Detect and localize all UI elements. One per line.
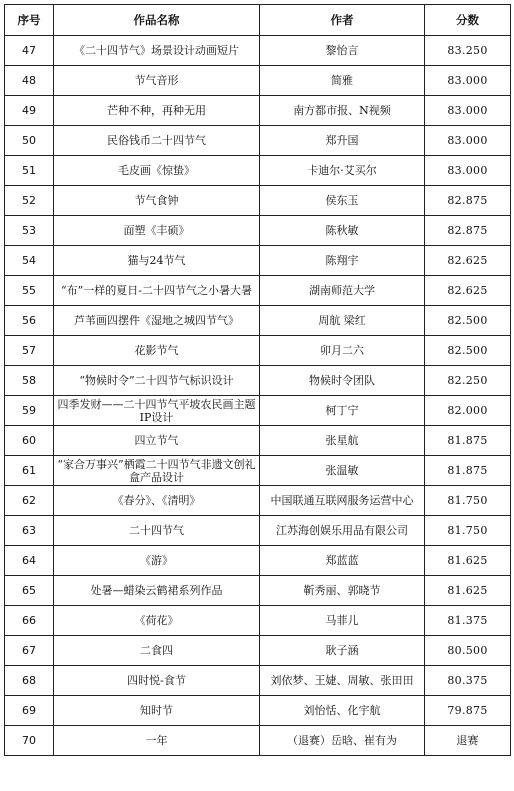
work-title: 《春分》、《清明》 [54,486,260,516]
table-row [5,66,511,96]
work-title: 《游》 [54,546,260,576]
author-name: 物候时令团队 [260,366,425,396]
row-number: 55 [5,276,54,306]
row-number: 65 [5,576,54,606]
header-number: 序号 [5,5,54,36]
table-header [5,5,511,36]
row-number: 52 [5,186,54,216]
work-title: 四立节气 [54,426,260,456]
table-row [5,366,511,396]
row-number: 48 [5,66,54,96]
score-value: 81.375 [425,606,511,636]
table-row [5,246,511,276]
author-name: 湖南师范大学 [260,276,425,306]
table-row [5,396,511,426]
row-number: 70 [5,726,54,756]
work-title: 花影节气 [54,336,260,366]
author-name: （退赛）岳晗、崔有为 [260,726,425,756]
row-number: 61 [5,456,54,486]
table-row [5,126,511,156]
author-name: 耿子涵 [260,636,425,666]
table-row [5,696,511,726]
row-number: 50 [5,126,54,156]
score-value: 83.000 [425,66,511,96]
score-value: 81.750 [425,486,511,516]
author-name: 黎怡言 [260,36,425,66]
header-score: 分数 [425,5,511,36]
author-name: 陈翔宇 [260,246,425,276]
work-title: 节气音形 [54,66,260,96]
author-name: 南方都市报、N视频 [260,96,425,126]
author-name: 马菲儿 [260,606,425,636]
score-value: 82.875 [425,216,511,246]
table-row [5,186,511,216]
author-name: 刘怡恬、化宇航 [260,696,425,726]
score-value: 80.500 [425,636,511,666]
table-row [5,216,511,246]
row-number: 63 [5,516,54,546]
work-title: 芒种不种，再种无用 [54,96,260,126]
score-value: 82.500 [425,336,511,366]
score-value: 82.875 [425,186,511,216]
table-body [5,36,511,756]
header-author: 作者 [260,5,425,36]
table-row [5,336,511,366]
work-title: “布”一样的夏日-二十四节气之小暑大暑 [54,276,260,306]
row-number: 47 [5,36,54,66]
score-value: 79.875 [425,696,511,726]
author-name: 郑蓝蓝 [260,546,425,576]
score-value: 退赛 [425,726,511,756]
work-title: 毛皮画《惊蛰》 [54,156,260,186]
table-row [5,456,511,486]
row-number: 53 [5,216,54,246]
row-number: 56 [5,306,54,336]
table-row [5,36,511,66]
author-name: 陈秋敏 [260,216,425,246]
score-value: 82.500 [425,306,511,336]
results-table [4,4,511,756]
author-name: 卯月二六 [260,336,425,366]
score-value: 81.750 [425,516,511,546]
row-number: 51 [5,156,54,186]
work-title: 《二十四节气》场景设计动画短片 [54,36,260,66]
score-value: 81.875 [425,456,511,486]
row-number: 60 [5,426,54,456]
work-title: 猫与24节气 [54,246,260,276]
score-value: 82.000 [425,396,511,426]
work-title: 一年 [54,726,260,756]
row-number: 68 [5,666,54,696]
author-name: 张温敏 [260,456,425,486]
author-name: 周航 梁红 [260,306,425,336]
work-title: 芦苇画四摆件《湿地之城四节气》 [54,306,260,336]
work-title: 面塑《丰硕》 [54,216,260,246]
row-number: 59 [5,396,54,426]
row-number: 57 [5,336,54,366]
work-title: 节气食钟 [54,186,260,216]
work-title: 《荷花》 [54,606,260,636]
score-value: 83.000 [425,96,511,126]
table-row [5,306,511,336]
work-title: 知时节 [54,696,260,726]
author-name: 中国联通互联网服务运营中心 [260,486,425,516]
author-name: 靳秀丽、郭晓节 [260,576,425,606]
table-row [5,606,511,636]
table-row [5,666,511,696]
author-name: 侯东玉 [260,186,425,216]
score-value: 82.625 [425,276,511,306]
header-row [5,5,511,36]
score-value: 82.250 [425,366,511,396]
author-name: 郑升国 [260,126,425,156]
table-row [5,276,511,306]
row-number: 49 [5,96,54,126]
table-row [5,156,511,186]
row-number: 64 [5,546,54,576]
author-name: 柯丁宁 [260,396,425,426]
author-name: 简雅 [260,66,425,96]
table-row [5,96,511,126]
table-row [5,426,511,456]
score-value: 83.000 [425,156,511,186]
work-title: “家合万事兴”栖霞二十四节气非遗文创礼盒产品设计 [54,456,260,486]
row-number: 67 [5,636,54,666]
author-name: 卡迪尔·艾买尔 [260,156,425,186]
work-title: “物候时令”二十四节气标识设计 [54,366,260,396]
work-title: 二食四 [54,636,260,666]
score-value: 83.250 [425,36,511,66]
table-row [5,486,511,516]
table-row [5,546,511,576]
author-name: 江苏海创娱乐用品有限公司 [260,516,425,546]
row-number: 62 [5,486,54,516]
author-name: 张星航 [260,426,425,456]
author-name: 刘依梦、王婕、周敏、张田田 [260,666,425,696]
score-value: 82.625 [425,246,511,276]
row-number: 58 [5,366,54,396]
row-number: 66 [5,606,54,636]
row-number: 69 [5,696,54,726]
score-value: 81.875 [425,426,511,456]
work-title: 四季发财——二十四节气平坡农民画主题IP设计 [54,396,260,426]
score-value: 81.625 [425,546,511,576]
table-row [5,576,511,606]
table-row [5,636,511,666]
header-title: 作品名称 [54,5,260,36]
score-value: 81.625 [425,576,511,606]
table-row [5,726,511,756]
score-value: 80.375 [425,666,511,696]
work-title: 民俗钱币二十四节气 [54,126,260,156]
work-title: 二十四节气 [54,516,260,546]
score-value: 83.000 [425,126,511,156]
work-title: 处暑—蜡染云鹤裙系列作品 [54,576,260,606]
table-row [5,516,511,546]
row-number: 54 [5,246,54,276]
work-title: 四时悦-食节 [54,666,260,696]
